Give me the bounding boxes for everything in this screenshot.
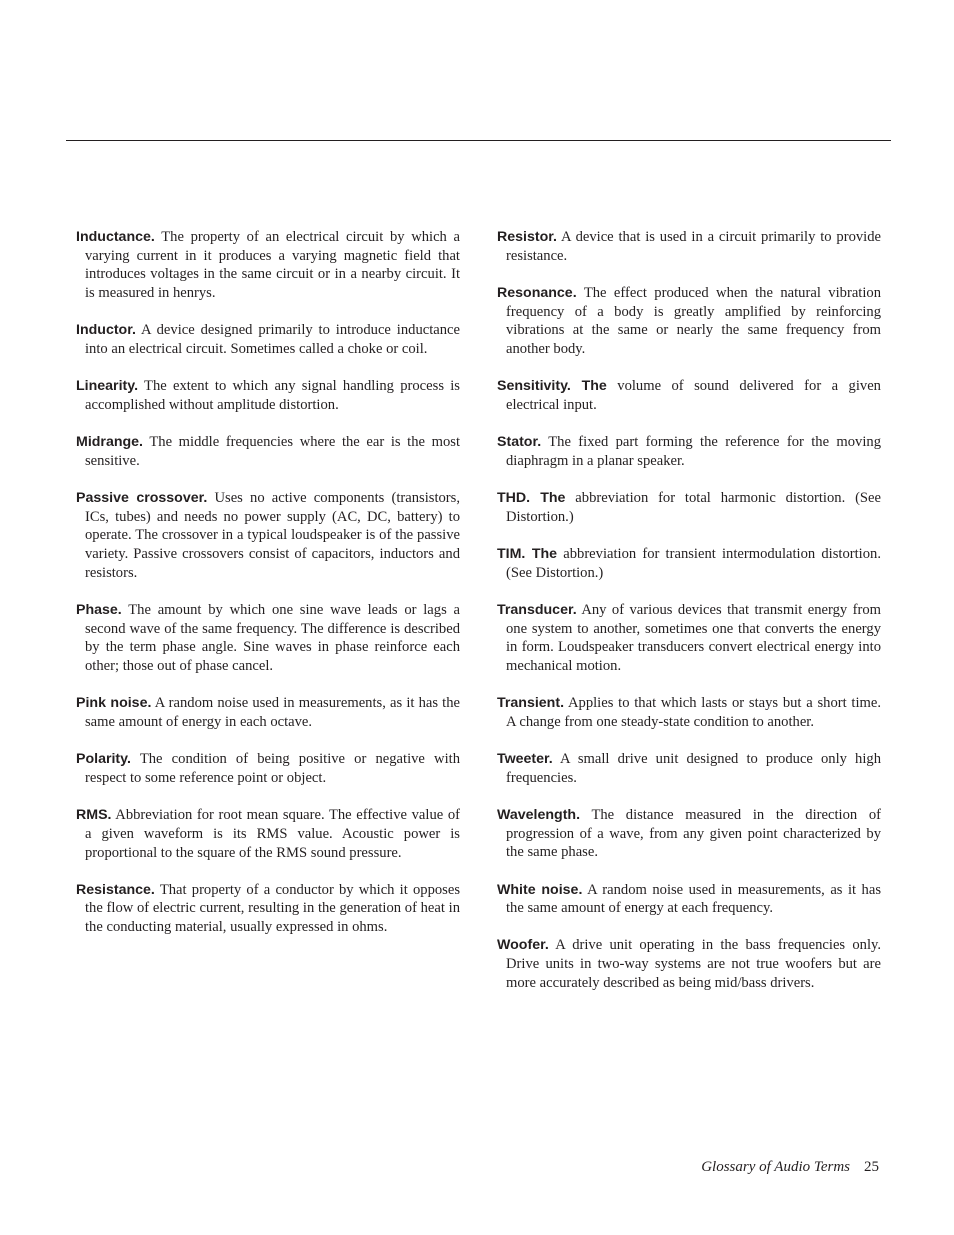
glossary-term: Tweeter. xyxy=(497,751,553,768)
glossary-entry-wavelength xyxy=(497,806,881,862)
glossary-term: Midrange. xyxy=(76,434,144,451)
glossary-term: Wavelength. xyxy=(497,806,581,823)
glossary-definition: A random noise used in measurements, as it has the same amount of energy at each frequency. xyxy=(506,881,881,917)
glossary-term: Polarity. xyxy=(76,751,131,768)
footer-section-title: Glossary of Audio Terms xyxy=(701,1159,850,1175)
glossary-entry-rms xyxy=(76,806,460,862)
glossary-definition: Abbreviation for root mean square. The effective value of a given waveform is its RMS value. Acoustic power is proportional to the square of the RMS sound pressure. xyxy=(85,807,460,861)
glossary-definition: The middle frequencies where the ear is the most sensitive. xyxy=(85,434,460,469)
glossary-term: Passive crossover. xyxy=(76,490,208,507)
glossary-term: Transducer. xyxy=(497,601,577,618)
glossary-term: Transient. xyxy=(497,695,565,712)
header-rule xyxy=(66,140,891,141)
glossary-entry-passive-crossover xyxy=(76,489,460,583)
page-number: 25 xyxy=(864,1159,879,1175)
glossary-definition: The distance measured in the direction of progression of a wave, from any given point characterized by the same phase. xyxy=(506,806,881,861)
glossary-entry-resistance xyxy=(76,881,460,937)
glossary-definition: Uses no active components (transistors, ICs, tubes) and needs no power supply (AC, DC, battery) to operate. The crossover in a typical loudspeaker is of the passive variety. Passive crossovers consist of capacitors, inductors and resistors. xyxy=(85,490,460,581)
glossary-column-left xyxy=(76,228,460,937)
glossary-entry-phase xyxy=(76,601,460,676)
glossary-entry-inductor xyxy=(76,321,460,358)
glossary-entry-sensitivity xyxy=(497,377,881,414)
glossary-term: THD. The xyxy=(497,490,566,507)
glossary-definition: abbreviation for total harmonic distortion. (See Distortion.) xyxy=(506,490,881,525)
glossary-term: Resistor. xyxy=(497,229,557,245)
glossary-term: Resonance. xyxy=(497,284,577,301)
glossary-definition: A small drive unit designed to produce only high frequencies. xyxy=(506,751,881,786)
glossary-entry-thd xyxy=(497,489,881,526)
glossary-term: Stator. xyxy=(497,434,542,451)
glossary-definition: The fixed part forming the reference for the moving diaphragm in a planar speaker. xyxy=(506,434,881,469)
glossary-term: White noise. xyxy=(497,881,583,898)
glossary-entry-tim xyxy=(497,545,881,582)
glossary-entry-resonance xyxy=(497,284,881,359)
glossary-definition: volume of sound delivered for a given electrical input. xyxy=(506,378,881,413)
glossary-entry-pink-noise xyxy=(76,694,460,731)
glossary-definition: The effect produced when the natural vibration frequency of a body is greatly amplified by reinforcing vibrations at the same or nearly the same frequency from another body. xyxy=(506,284,881,358)
glossary-term: Sensitivity. The xyxy=(497,378,607,395)
glossary-entry-woofer xyxy=(497,936,881,992)
glossary-term: TIM. The xyxy=(497,545,558,562)
glossary-definition: A device that is used in a circuit primarily to provide resistance. xyxy=(506,229,881,264)
glossary-entry-resistor xyxy=(497,228,881,265)
glossary-definition: Any of various devices that transmit energy from one system to another, sometimes one that converts the energy in form. Loudspeaker transducers convert electrical energy into mechanical motion. xyxy=(506,601,882,674)
glossary-definition: That property of a conductor by which it opposes the flow of electric current, resulting in the generation of heat in the conducting material, usually expressed in ohms. xyxy=(85,881,461,936)
glossary-entry-tweeter xyxy=(497,750,881,787)
glossary-definition: The property of an electrical circuit by which a varying current in it produces a varying magnetic field that introduces voltages in the same circuit or in a nearby circuit. It is measured in henrys. xyxy=(85,229,460,302)
glossary-entry-white-noise xyxy=(497,881,881,918)
glossary-term: Inductance. xyxy=(76,229,155,245)
glossary-entry-linearity xyxy=(76,377,460,414)
glossary-entry-inductance xyxy=(76,228,460,303)
glossary-entry-stator xyxy=(497,433,881,470)
glossary-term: Resistance. xyxy=(76,881,155,898)
glossary-definition: A drive unit operating in the bass frequencies only. Drive units in two-way systems are not true woofers but are more accurately described as being mid/bass drivers. xyxy=(506,937,881,991)
glossary-definition: The extent to which any signal handling process is accomplished without amplitude distortion. xyxy=(85,378,460,413)
glossary-term: RMS. xyxy=(76,807,112,824)
glossary-term: Pink noise. xyxy=(76,695,152,712)
glossary-term: Inductor. xyxy=(76,322,136,339)
glossary-definition: A random noise used in measurements, as it has the same amount of energy in each octave. xyxy=(85,695,461,731)
glossary-entry-transducer xyxy=(497,601,881,676)
glossary-definition: The condition of being positive or negative with respect to some reference point or object. xyxy=(85,751,460,786)
glossary-entry-polarity xyxy=(76,750,460,787)
glossary-entry-transient xyxy=(497,694,881,731)
glossary-definition: The amount by which one sine wave leads or lags a second wave of the same frequency. The difference is described by the term phase angle. Sine waves in phase reinforce each other; those out of phase cancel. xyxy=(85,602,460,675)
glossary-column-right xyxy=(497,228,881,993)
glossary-definition: A device designed primarily to introduce inductance into an electrical circuit. Sometimes called a choke or coil. xyxy=(85,322,461,358)
glossary-definition: Applies to that which lasts or stays but a short time. A change from one steady-state condition to another. xyxy=(506,695,881,730)
page-footer xyxy=(701,1159,879,1176)
glossary-definition: abbreviation for transient intermodulation distortion. (See Distortion.) xyxy=(506,545,881,581)
glossary-term: Phase. xyxy=(76,602,122,619)
glossary-term: Linearity. xyxy=(76,378,139,395)
glossary-term: Woofer. xyxy=(497,937,549,954)
glossary-entry-midrange xyxy=(76,433,460,470)
